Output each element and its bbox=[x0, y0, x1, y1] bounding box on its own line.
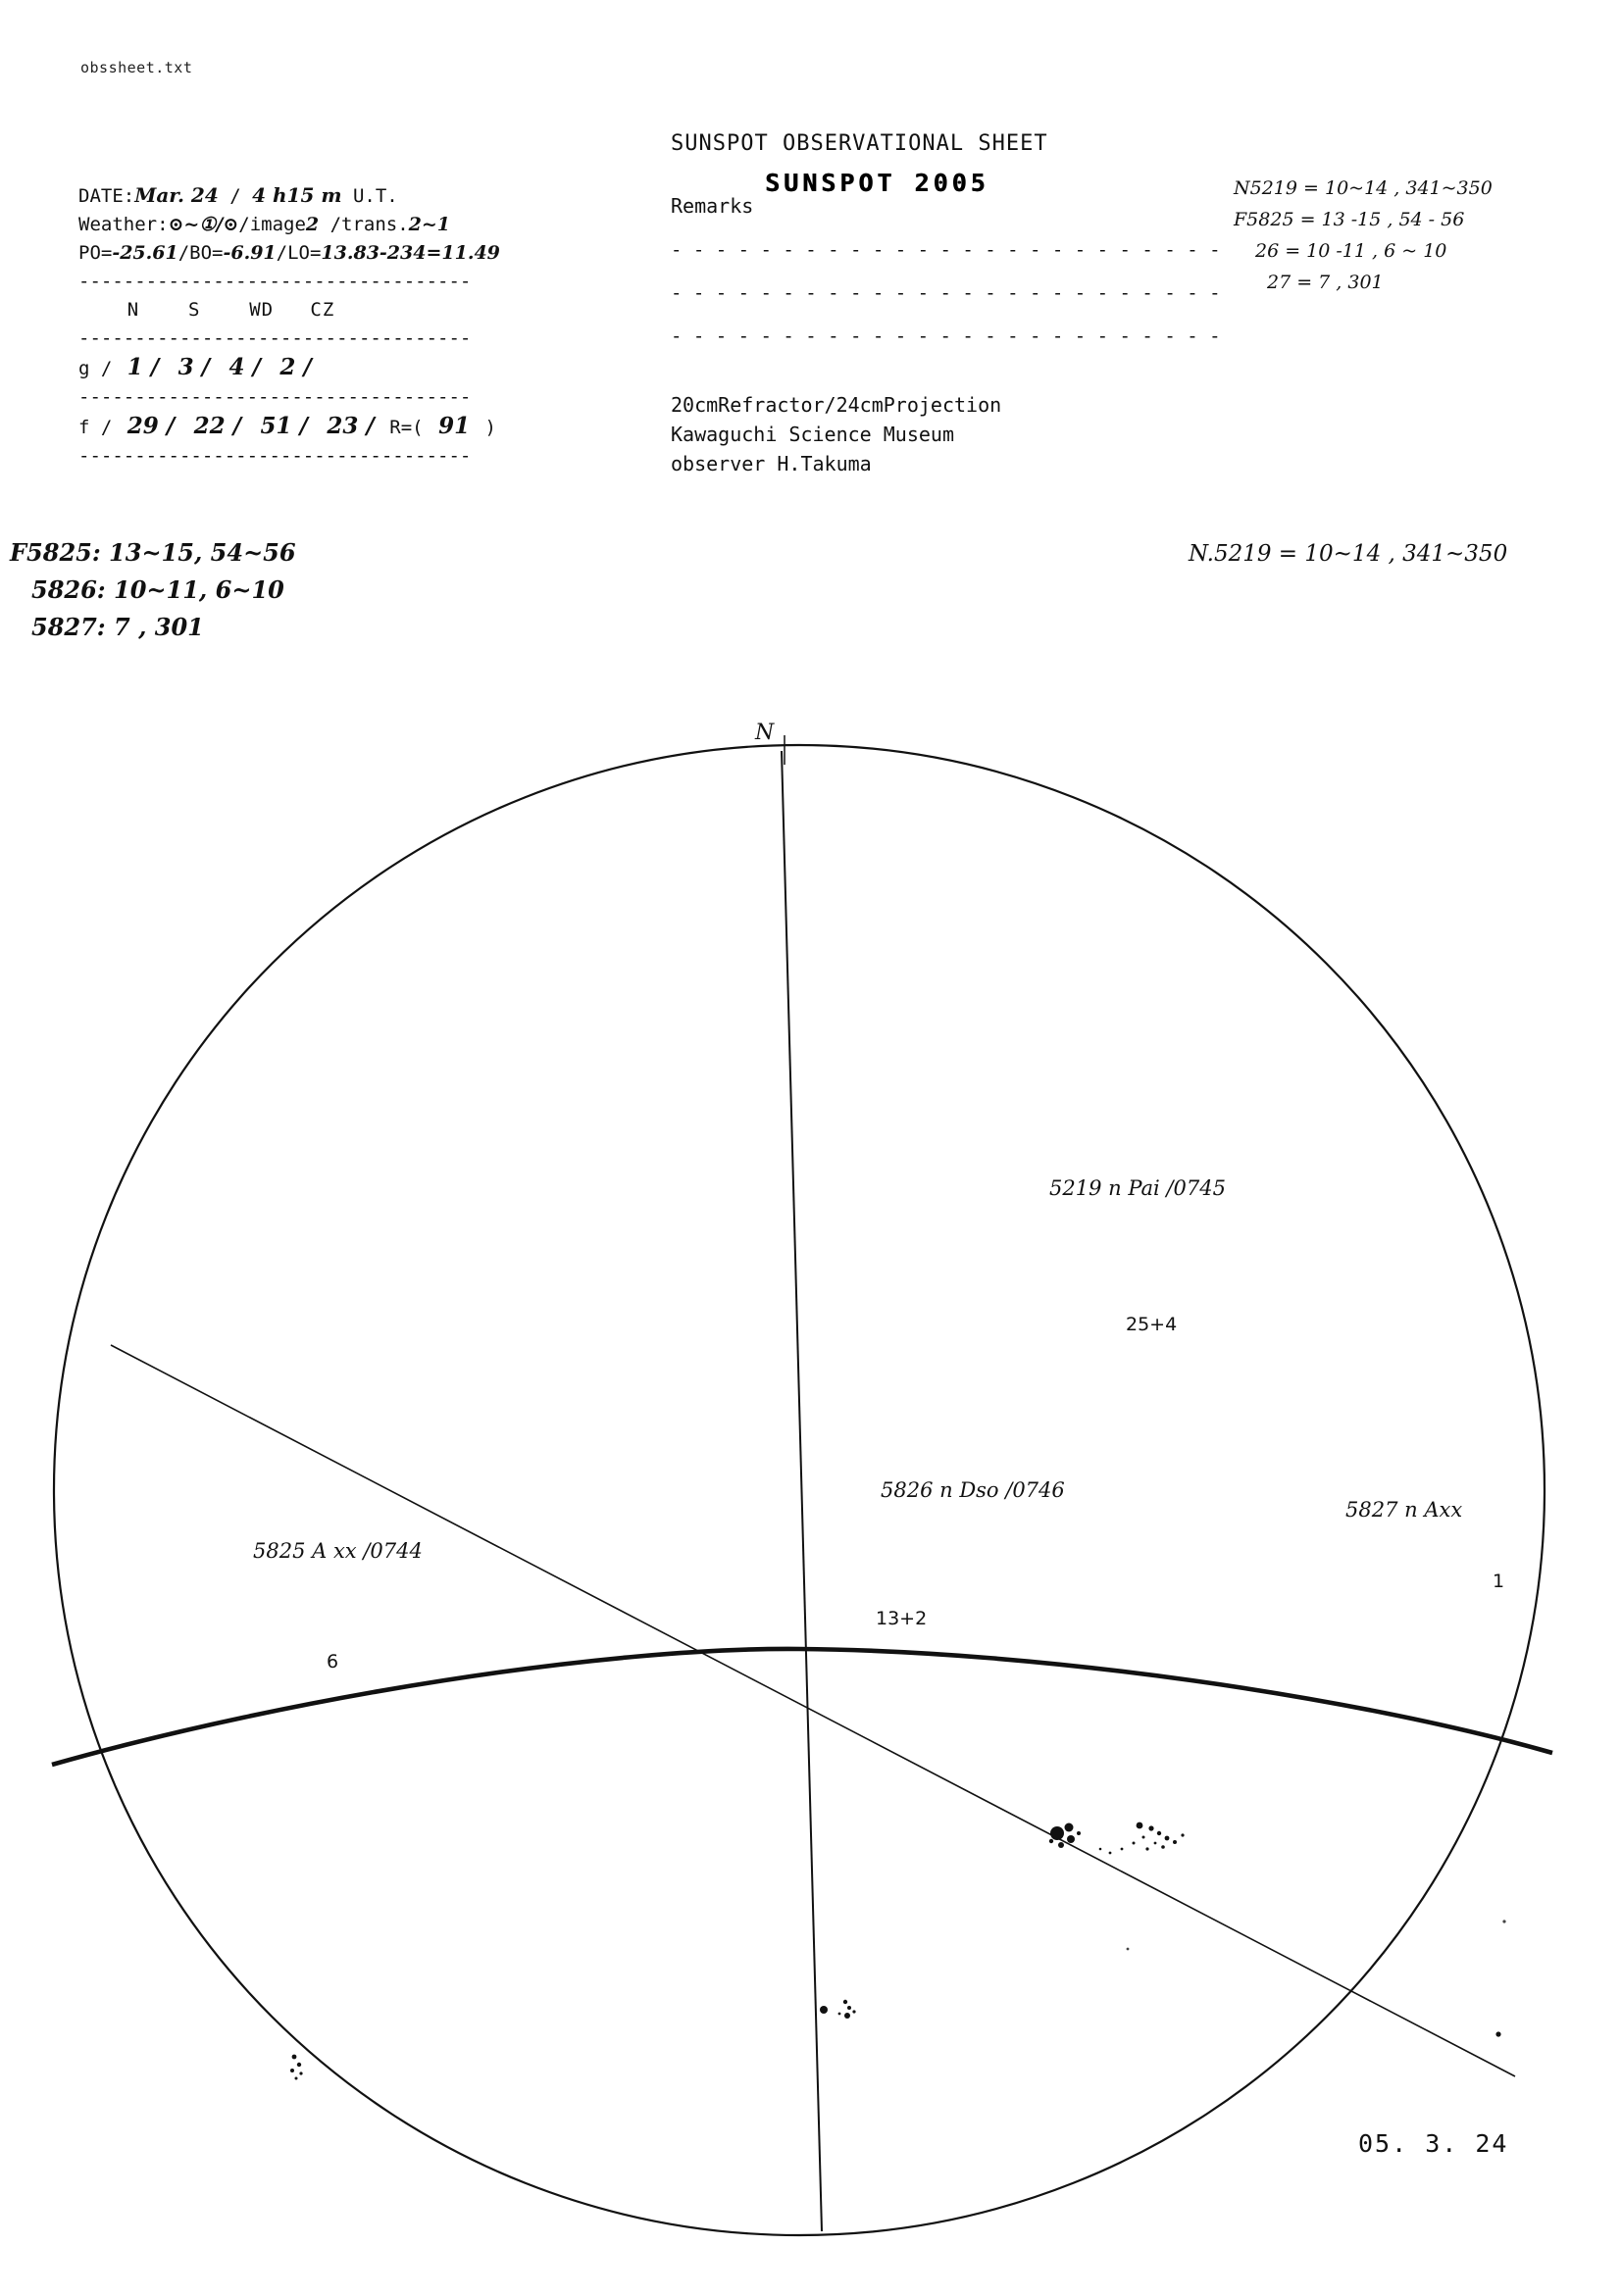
group-label-5827: 5827 n Axx bbox=[1345, 1498, 1463, 1522]
stray-speck bbox=[1127, 1948, 1130, 1951]
table-row bbox=[78, 353, 628, 383]
observer-line: observer H.Takuma bbox=[671, 452, 872, 475]
trans-label: /trans. bbox=[329, 214, 409, 235]
weather-value: ⊙~①/⊙ bbox=[168, 214, 239, 235]
spot-group-5825 bbox=[290, 2055, 303, 2080]
col-n: N bbox=[127, 299, 140, 321]
institution-line: Kawaguchi Science Museum bbox=[671, 423, 954, 446]
divider-1: ----------------------------------- bbox=[78, 271, 472, 292]
left-notes bbox=[10, 534, 296, 646]
stray-speck bbox=[1502, 1920, 1505, 1922]
position-angle-line bbox=[111, 1345, 1515, 2076]
divider-2: ----------------------------------- bbox=[78, 327, 472, 349]
spot-group-5219 bbox=[1049, 1822, 1185, 1855]
spot-group-5826 bbox=[820, 2000, 856, 2019]
right-note: N.5219 = 10~14 , 341~350 bbox=[1189, 541, 1508, 567]
time-unit: U.T. bbox=[352, 185, 398, 207]
image-label: /image bbox=[238, 214, 306, 235]
note-line: N5219 = 10~14 , 341~350 bbox=[1234, 177, 1493, 199]
group-count-5219: 25+4 bbox=[1126, 1314, 1178, 1335]
note-line: 26 = 10 -11 , 6 ~ 10 bbox=[1255, 240, 1447, 262]
remarks-block bbox=[671, 194, 1221, 347]
row-label-g: g / bbox=[78, 358, 113, 379]
f-s: 22 / bbox=[193, 413, 242, 439]
lo-label: /LO= bbox=[276, 242, 322, 264]
solar-limb-circle bbox=[54, 745, 1545, 2235]
f-wd: 51 / bbox=[260, 413, 308, 439]
date-row bbox=[78, 181, 628, 211]
facility-block bbox=[671, 390, 1001, 478]
weather-label: Weather: bbox=[78, 214, 169, 235]
note-line: 5827: 7 , 301 bbox=[31, 613, 204, 641]
divider-3: ----------------------------------- bbox=[78, 386, 472, 408]
g-s: 3 / bbox=[177, 354, 211, 380]
date-value: Mar. 24 bbox=[134, 183, 219, 207]
coordinates-row bbox=[78, 239, 628, 268]
g-n: 1 / bbox=[127, 354, 160, 380]
group-label-5825: 5825 A xx /0744 bbox=[253, 1539, 423, 1563]
bo-label: /BO= bbox=[177, 242, 224, 264]
r-value: 91 bbox=[438, 413, 471, 439]
remarks-heading: Remarks bbox=[671, 194, 754, 218]
table-row bbox=[78, 412, 628, 442]
time-value: 4 h15 m bbox=[252, 183, 342, 207]
heliographic-equator bbox=[52, 1649, 1552, 1765]
po-label: PO= bbox=[78, 242, 113, 264]
file-name-label: obssheet.txt bbox=[80, 59, 193, 76]
trans-value: 2~1 bbox=[408, 214, 451, 235]
remarks-line: - - - - - - - - - - - - - - - - - - - - - - - - - bbox=[671, 282, 1221, 304]
bo-value: -6.91 bbox=[223, 242, 277, 264]
group-count-5827: 1 bbox=[1493, 1571, 1505, 1592]
col-s: S bbox=[187, 299, 201, 321]
row-label-f: f / bbox=[78, 417, 113, 438]
note-line: F5825 = 13 -15 , 54 - 56 bbox=[1234, 209, 1465, 230]
po-value: -25.61 bbox=[112, 242, 178, 264]
group-count-5825: 6 bbox=[327, 1651, 339, 1672]
remarks-line: - - - - - - - - - - - - - - - - - - - - - - - - - bbox=[671, 325, 1221, 347]
central-meridian-line bbox=[782, 751, 822, 2231]
spot-group-5827 bbox=[1495, 2031, 1500, 2036]
group-label-5826: 5826 n Dso /0746 bbox=[881, 1478, 1065, 1502]
note-line: 5826: 10~11, 6~10 bbox=[31, 575, 284, 604]
page-subtitle: SUNSPOT 2005 bbox=[765, 169, 989, 197]
remarks-line: - - - - - - - - - - - - - - - - - - - - - - - - - bbox=[671, 239, 1221, 261]
f-n: 29 / bbox=[127, 413, 176, 439]
col-cz: CZ bbox=[310, 299, 335, 321]
note-line: F5825: 13~15, 54~56 bbox=[10, 538, 296, 567]
r-close: ) bbox=[484, 417, 496, 438]
weather-row bbox=[78, 211, 628, 239]
observation-info-panel bbox=[78, 181, 628, 471]
page-title: SUNSPOT OBSERVATIONAL SHEET bbox=[671, 131, 1048, 156]
col-wd: WD bbox=[249, 299, 275, 321]
r-label: R=( bbox=[389, 417, 424, 438]
g-cz: 2 / bbox=[279, 354, 312, 380]
group-count-5826: 13+2 bbox=[876, 1608, 928, 1629]
date-label: DATE: bbox=[78, 185, 135, 207]
north-label: N bbox=[755, 721, 775, 745]
top-right-notes bbox=[1234, 173, 1493, 298]
note-line: 27 = 7 , 301 bbox=[1267, 272, 1384, 293]
time-sep: / bbox=[229, 185, 241, 207]
group-label-5219: 5219 n Pai /0745 bbox=[1049, 1176, 1226, 1200]
table-column-headers bbox=[78, 296, 628, 324]
image-value: 2 bbox=[305, 214, 320, 235]
g-wd: 4 / bbox=[228, 354, 261, 380]
f-cz: 23 / bbox=[327, 413, 375, 439]
instrument-line: 20cmRefractor/24cmProjection bbox=[671, 393, 1002, 417]
divider-4: ----------------------------------- bbox=[78, 445, 472, 467]
lo-value: 13.83-234=11.49 bbox=[321, 242, 500, 264]
date-stamp: 05. 3. 24 bbox=[1358, 2129, 1509, 2158]
